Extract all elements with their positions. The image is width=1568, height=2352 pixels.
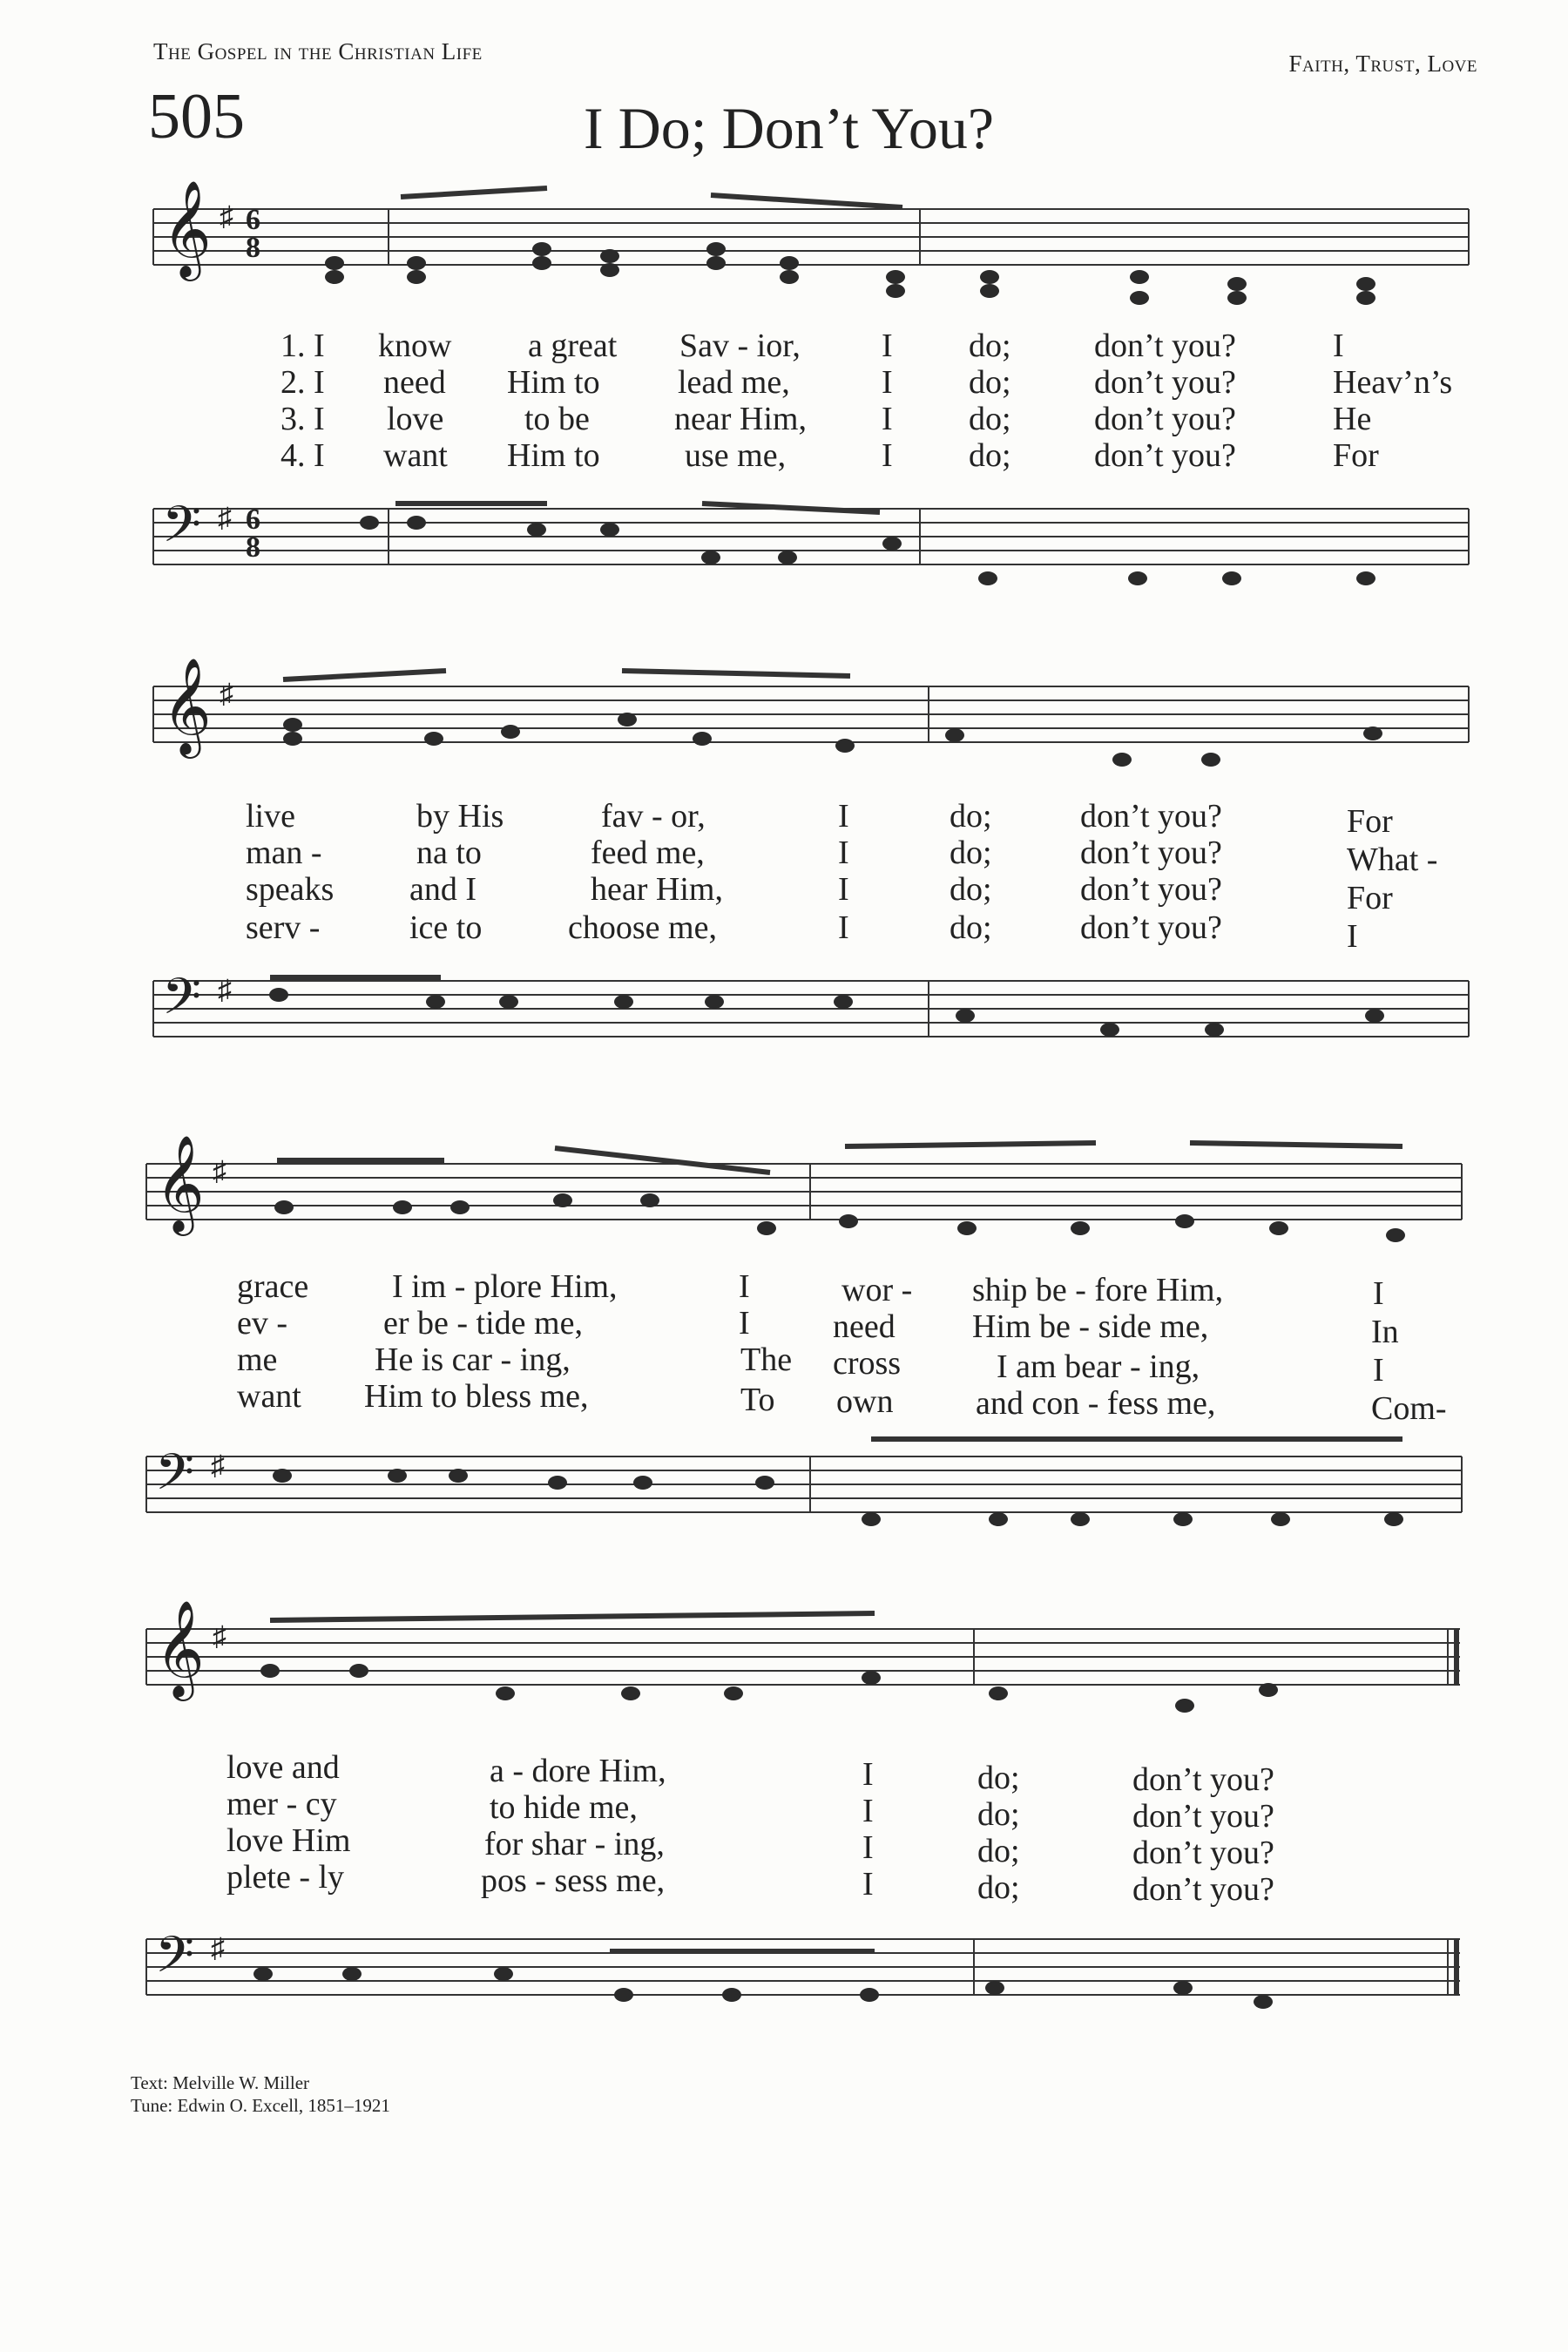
running-header-section: The Gospel in the Christian Life: [153, 38, 483, 64]
lyric: man -: [246, 835, 322, 871]
lyric: I: [882, 328, 893, 364]
lyric: do;: [969, 328, 1011, 364]
lyric: The: [740, 1342, 793, 1378]
lyric: I: [862, 1756, 874, 1793]
treble-clef-icon: 𝄞: [155, 1134, 205, 1232]
lyric: I am bear - ing,: [997, 1348, 1200, 1385]
lyric: wor -: [841, 1272, 913, 1308]
lyric: do;: [977, 1760, 1020, 1796]
key-signature-sharp: ♯: [220, 678, 233, 709]
lyric: don’t you?: [1094, 364, 1236, 401]
lyric: Com-: [1371, 1390, 1447, 1427]
lyric: grace: [237, 1268, 309, 1305]
key-signature-sharp: ♯: [213, 1620, 226, 1652]
lyric: love Him: [226, 1822, 351, 1859]
lyric: me: [237, 1342, 278, 1378]
staff-system-1-bass: [153, 509, 1469, 564]
bass-time-signature-top: 6: [246, 504, 260, 536]
staff-system-3-bass: [146, 1456, 1462, 1512]
bass-key-signature-sharp: ♯: [211, 1450, 225, 1481]
bass-clef-icon: 𝄢: [162, 967, 202, 1038]
lyric: don’t you?: [1094, 401, 1236, 437]
lyric: er be - tide me,: [383, 1305, 583, 1342]
lyric: cross: [833, 1345, 902, 1382]
lyric: don’t you?: [1080, 909, 1222, 946]
lyric: I: [1333, 328, 1344, 364]
bass-clef-icon: 𝄢: [162, 495, 202, 566]
lyric: What -: [1347, 841, 1438, 878]
lyric: don’t you?: [1132, 1798, 1274, 1835]
treble-clef-icon: 𝄞: [162, 179, 212, 277]
lyric: do;: [950, 909, 992, 946]
lyric: do;: [969, 401, 1011, 437]
running-header-topic: Faith, Trust, Love: [1288, 51, 1477, 77]
lyric: lead me,: [678, 364, 790, 401]
lyric: I: [739, 1305, 750, 1342]
lyric: do;: [977, 1869, 1020, 1906]
treble-clef-icon: 𝄞: [162, 657, 212, 754]
lyric: 1. I: [280, 328, 325, 364]
lyric: and I: [409, 871, 477, 908]
lyric: choose me,: [568, 909, 717, 946]
lyric: a great: [528, 328, 618, 364]
lyric: do;: [950, 798, 992, 835]
lyric: Him to: [507, 437, 600, 474]
lyric: don’t you?: [1080, 835, 1222, 871]
hymn-credits: [131, 2072, 390, 2117]
lyric: know: [378, 328, 452, 364]
lyric: I: [739, 1268, 750, 1305]
bass-clef-icon: 𝄢: [155, 1925, 195, 1997]
lyric: and con - fess me,: [976, 1385, 1216, 1422]
text-credit: Text: Melville W. Miller: [131, 2072, 310, 2093]
lyric: speaks: [246, 871, 335, 908]
treble-clef-icon: 𝄞: [155, 1599, 205, 1697]
lyric: need: [383, 364, 446, 401]
lyric: I: [1373, 1352, 1384, 1389]
bass-clef-icon: 𝄢: [155, 1443, 195, 1514]
lyric: hear Him,: [591, 871, 723, 908]
lyric: do;: [950, 871, 992, 908]
lyric: For: [1347, 880, 1393, 916]
key-signature-sharp: ♯: [220, 200, 233, 232]
lyric: for shar - ing,: [484, 1826, 665, 1862]
lyric: feed me,: [591, 835, 705, 871]
lyric: don’t you?: [1080, 798, 1222, 835]
bass-key-signature-sharp: ♯: [211, 1932, 225, 1963]
hymn-number: 505: [148, 81, 245, 152]
lyric: plete - ly: [226, 1859, 345, 1896]
lyric: do;: [977, 1833, 1020, 1869]
lyric: pos - sess me,: [481, 1862, 666, 1899]
staff-system-2-treble: [153, 686, 1469, 742]
lyric: want: [237, 1378, 301, 1415]
lyric: Him to: [507, 364, 600, 401]
lyric: do;: [977, 1796, 1020, 1833]
lyric: fav - or,: [601, 798, 706, 835]
lyric: I: [838, 871, 849, 908]
lyric: by His: [416, 798, 504, 835]
lyric: He is car - ing,: [375, 1342, 571, 1378]
lyric: use me,: [685, 437, 787, 474]
staff-system-4-bass: [146, 1939, 1460, 1995]
lyric: To: [740, 1382, 775, 1418]
staff-system-4-treble: [146, 1629, 1460, 1685]
lyric: 4. I: [280, 437, 325, 474]
lyric: Heav’n’s: [1333, 364, 1453, 401]
lyric: I: [862, 1866, 874, 1903]
lyric: I: [1347, 918, 1358, 955]
lyric: mer - cy: [226, 1786, 337, 1822]
lyric: do;: [950, 835, 992, 871]
lyric: live: [246, 798, 295, 835]
lyric: I: [838, 835, 849, 871]
time-signature-top: 6: [246, 204, 260, 236]
lyric: For: [1333, 437, 1379, 474]
lyric: don’t you?: [1132, 1835, 1274, 1871]
lyric: I im - plore Him,: [392, 1268, 618, 1305]
lyric: ev -: [237, 1305, 288, 1342]
lyric: I: [862, 1793, 874, 1829]
lyric: do;: [969, 364, 1011, 401]
lyric: I: [882, 364, 893, 401]
bass-key-signature-sharp: ♯: [218, 502, 232, 533]
lyric: don’t you?: [1080, 871, 1222, 908]
lyric: I: [882, 437, 893, 474]
lyric: I: [838, 798, 849, 835]
lyric: to hide me,: [490, 1789, 638, 1826]
lyric: na to: [416, 835, 482, 871]
lyric: do;: [969, 437, 1011, 474]
lyric: Sav - ior,: [679, 328, 801, 364]
lyric: Him be - side me,: [972, 1308, 1209, 1345]
bass-key-signature-sharp: ♯: [218, 974, 232, 1005]
lyric: ice to: [409, 909, 483, 946]
lyric: don’t you?: [1132, 1761, 1274, 1798]
lyric: In: [1371, 1314, 1399, 1350]
lyric: own: [836, 1383, 894, 1420]
lyric: love and: [226, 1749, 340, 1786]
bass-time-signature-bottom: 8: [246, 531, 260, 564]
lyric: I: [882, 401, 893, 437]
lyric: don’t you?: [1132, 1871, 1274, 1908]
lyric: For: [1347, 803, 1393, 840]
lyric: near Him,: [674, 401, 807, 437]
lyric: don’t you?: [1094, 328, 1236, 364]
lyric: I: [1373, 1275, 1384, 1312]
hymn-title: I Do; Don’t You?: [584, 95, 995, 161]
lyric: I: [838, 909, 849, 946]
lyric: 2. I: [280, 364, 325, 401]
lyric: a - dore Him,: [490, 1753, 666, 1789]
lyric: want: [383, 437, 448, 474]
key-signature-sharp: ♯: [213, 1155, 226, 1186]
lyric: to be: [524, 401, 590, 437]
lyric: Him to bless me,: [364, 1378, 589, 1415]
lyric: love: [387, 401, 444, 437]
staff-system-3-treble: [146, 1164, 1462, 1220]
lyric: I: [862, 1829, 874, 1866]
staff-system-2-bass: [153, 981, 1469, 1037]
time-signature-bottom: 8: [246, 232, 260, 264]
tune-credit: Tune: Edwin O. Excell, 1851–1921: [131, 2095, 390, 2116]
lyric: ship be - fore Him,: [972, 1272, 1224, 1308]
lyric: 3. I: [280, 401, 325, 437]
lyric: serv -: [246, 909, 321, 946]
lyric: need: [833, 1308, 896, 1345]
lyric: He: [1333, 401, 1372, 437]
staff-system-1-treble: [153, 209, 1469, 265]
lyric: don’t you?: [1094, 437, 1236, 474]
